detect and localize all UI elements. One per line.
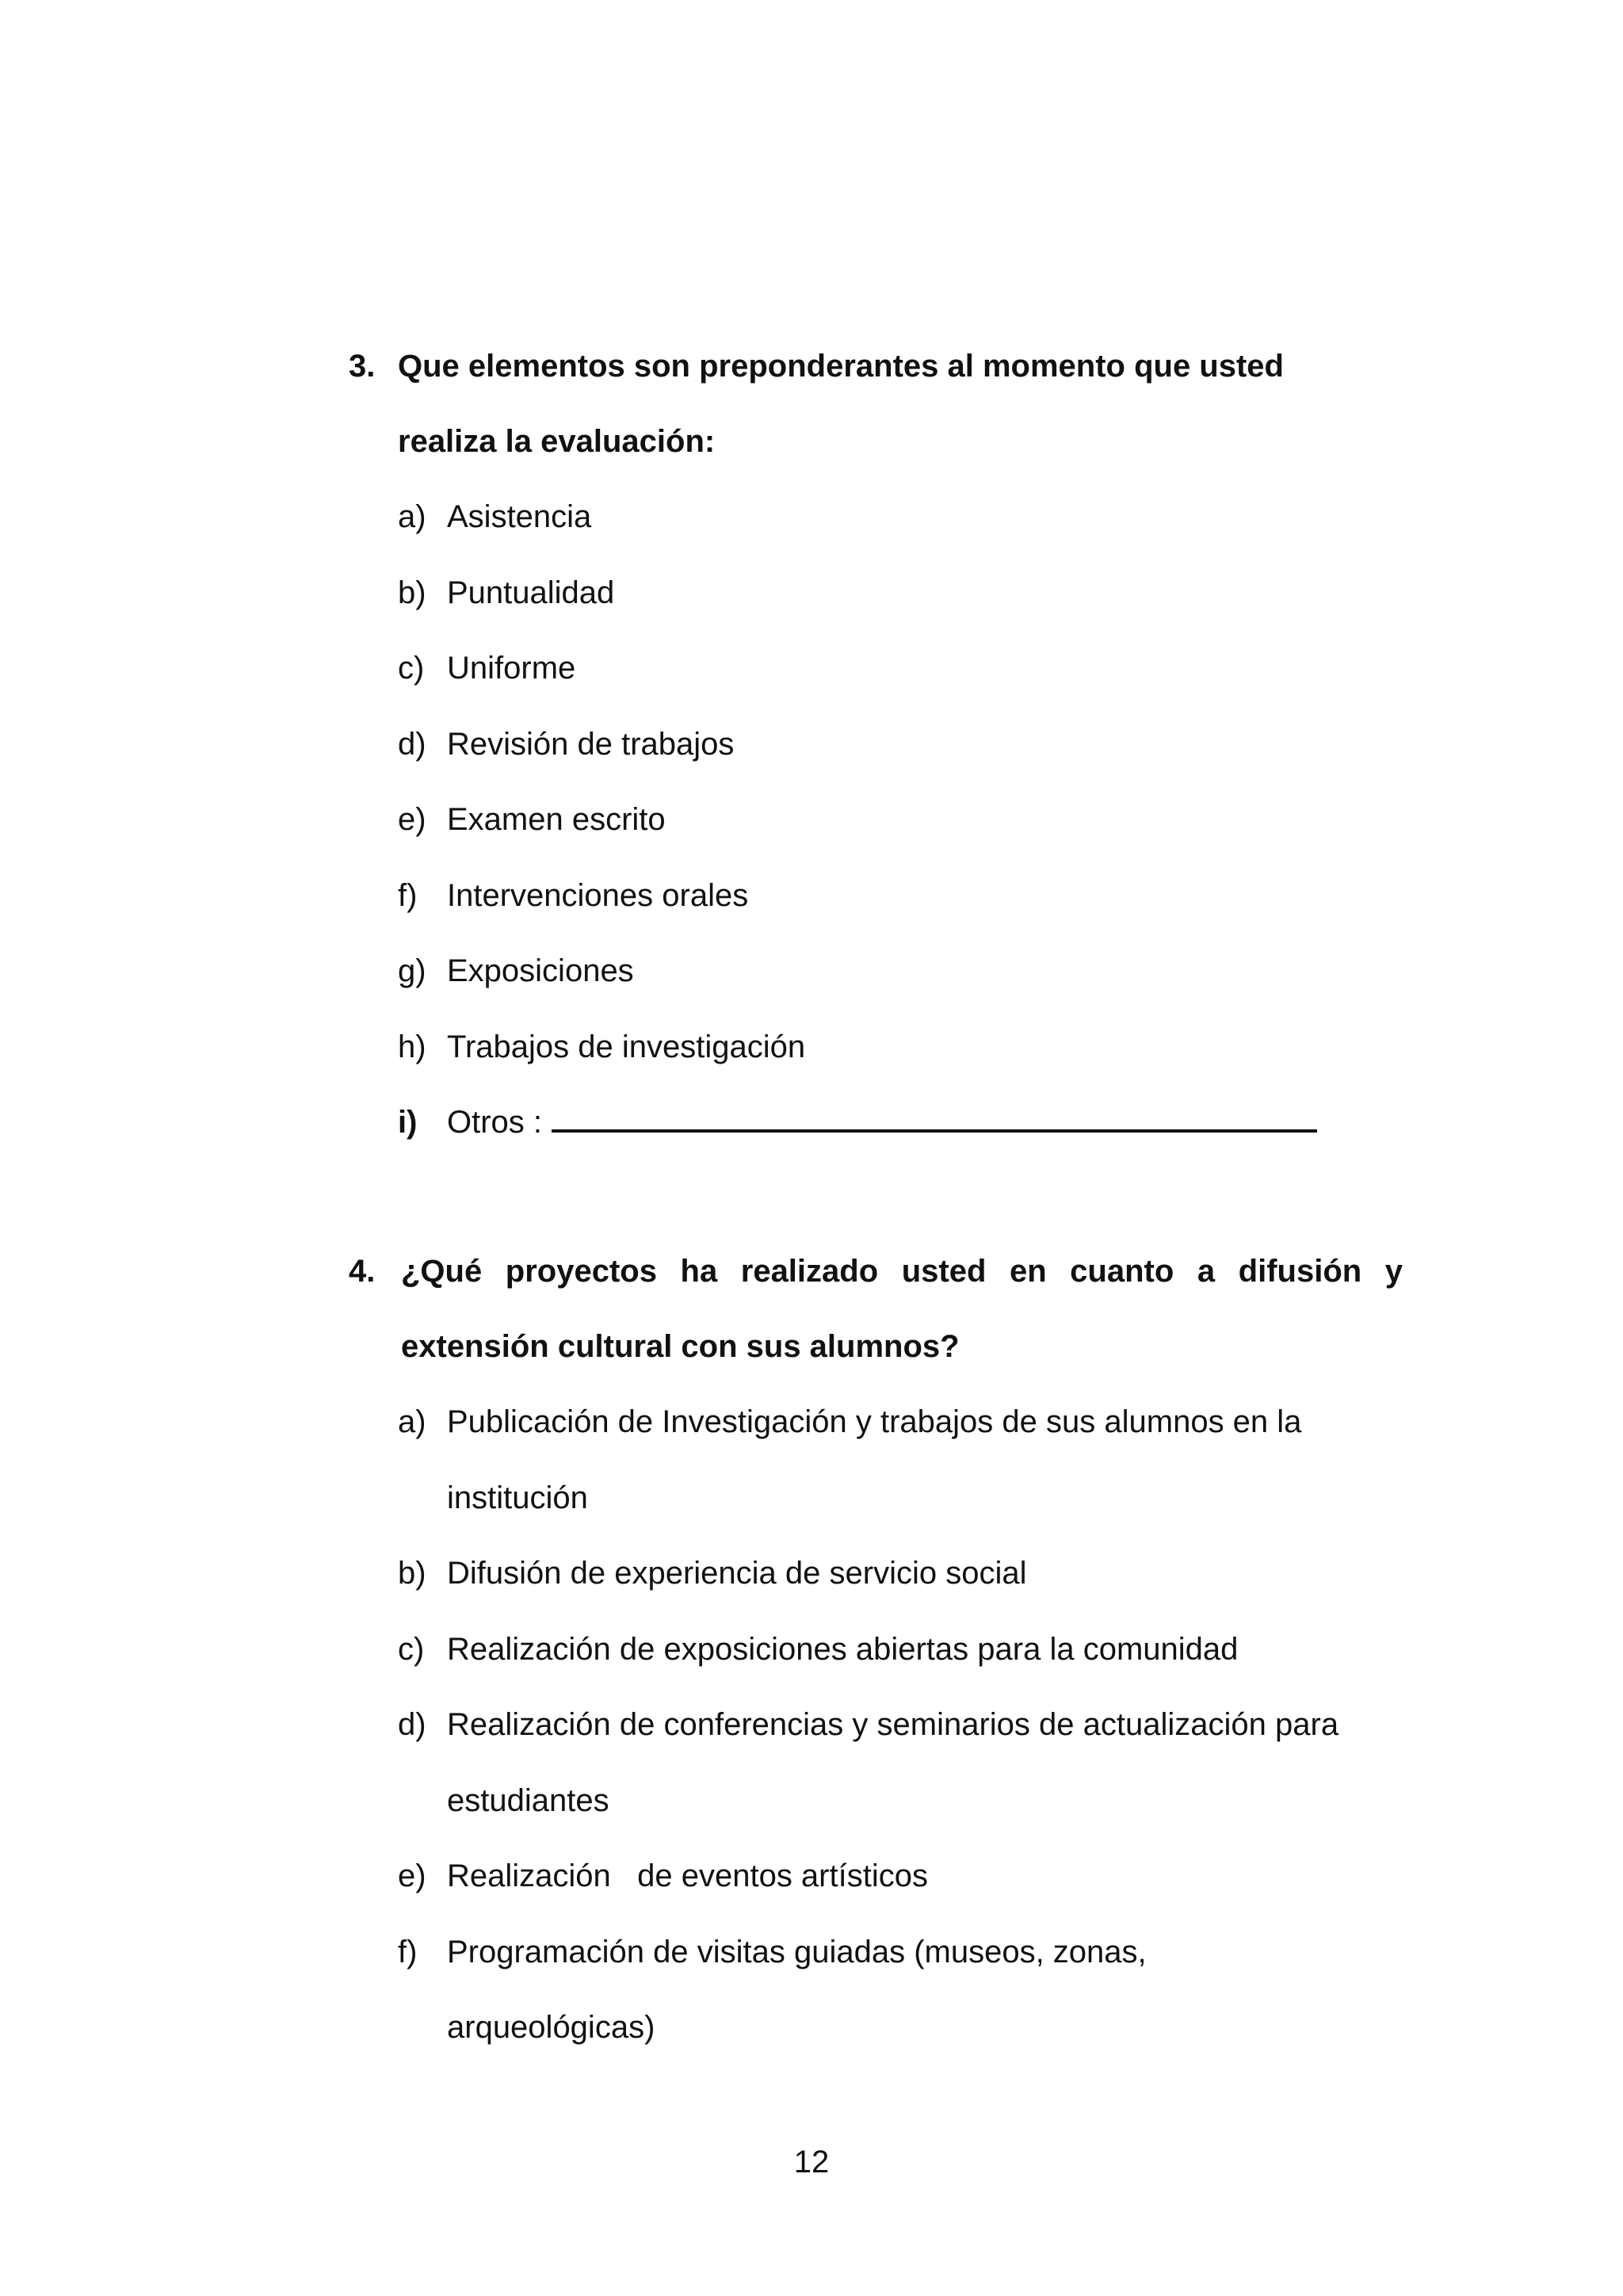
option-f [349, 1915, 1403, 1991]
option-text: Difusión de experiencia de servicio social [447, 1556, 1027, 1591]
option-text: Realización de eventos artísticos [447, 1859, 928, 1893]
option-letter: f) [398, 1934, 418, 1969]
option-text: estudiantes [447, 1782, 609, 1818]
option-text: Intervenciones orales [447, 877, 749, 913]
option-text: Realización de conferencias y seminarios de actualización para [447, 1707, 1339, 1742]
option-text: Revisión de trabajos [447, 726, 735, 762]
question-4 [349, 1234, 1403, 2066]
option-text: Puntualidad [447, 575, 615, 610]
option-letter: d) [398, 1707, 426, 1742]
option-e [349, 782, 1403, 858]
option-letter: i) [398, 1105, 418, 1140]
question-text: realiza la evaluación: [398, 424, 716, 459]
option-text: institución [447, 1480, 588, 1515]
option-letter: b) [398, 575, 426, 610]
question-4-title-line-1 [349, 1234, 1403, 1309]
option-letter: a) [398, 499, 426, 534]
option-b [349, 556, 1403, 632]
question-number: 4. [349, 1254, 376, 1289]
option-d [349, 1687, 1403, 1763]
page-number: 12 [793, 2145, 830, 2179]
option-other [447, 1085, 1317, 1161]
option-i [349, 1085, 1403, 1161]
question-text: ¿Qué proyectos ha realizado usted en cuanto a difusión y [401, 1254, 1403, 1289]
question-text: Que elementos son preponderantes al momento que usted [398, 349, 1284, 384]
option-letter: g) [398, 953, 426, 988]
option-letter: f) [398, 877, 418, 913]
option-text: arqueológicas) [447, 2010, 655, 2045]
option-f-continuation [349, 1990, 1403, 2066]
option-a [349, 479, 1403, 556]
option-letter: c) [398, 651, 425, 686]
question-3-title-line-2 [349, 404, 1403, 479]
answer-blank-line[interactable] [552, 1096, 1317, 1133]
option-letter: h) [398, 1029, 426, 1064]
option-text: Otros : [447, 1105, 543, 1140]
option-text: Programación de visitas guiadas (museos, zonas, [447, 1934, 1147, 1969]
option-text: Exposiciones [447, 953, 634, 988]
option-c [349, 1612, 1403, 1688]
option-text: Asistencia [447, 499, 592, 534]
option-c [349, 631, 1403, 707]
option-b [349, 1536, 1403, 1612]
option-letter: d) [398, 726, 426, 762]
option-letter: a) [398, 1404, 426, 1439]
option-text: Examen escrito [447, 802, 666, 837]
option-text: Realización de exposiciones abiertas para la comunidad [447, 1631, 1239, 1667]
option-letter: b) [398, 1556, 426, 1591]
question-text: extensión cultural con sus alumnos? [401, 1329, 960, 1364]
option-letter: e) [398, 1859, 426, 1893]
option-d [349, 707, 1403, 783]
question-3 [349, 329, 1403, 1161]
option-letter: c) [398, 1631, 425, 1667]
option-text: Trabajos de investigación [447, 1029, 806, 1064]
option-a-continuation [349, 1461, 1403, 1537]
option-d-continuation [349, 1763, 1403, 1839]
option-text: Publicación de Investigación y trabajos de sus alumnos en la [447, 1404, 1302, 1439]
question-3-title-line-1 [349, 329, 1403, 404]
question-4-title-line-2 [349, 1309, 1403, 1385]
option-text: Uniforme [447, 651, 576, 686]
option-g [349, 934, 1403, 1010]
option-letter: e) [398, 802, 426, 837]
option-f [349, 858, 1403, 934]
option-h [349, 1010, 1403, 1086]
option-e [349, 1839, 1403, 1915]
option-a [349, 1385, 1403, 1461]
question-number: 3. [349, 349, 376, 384]
